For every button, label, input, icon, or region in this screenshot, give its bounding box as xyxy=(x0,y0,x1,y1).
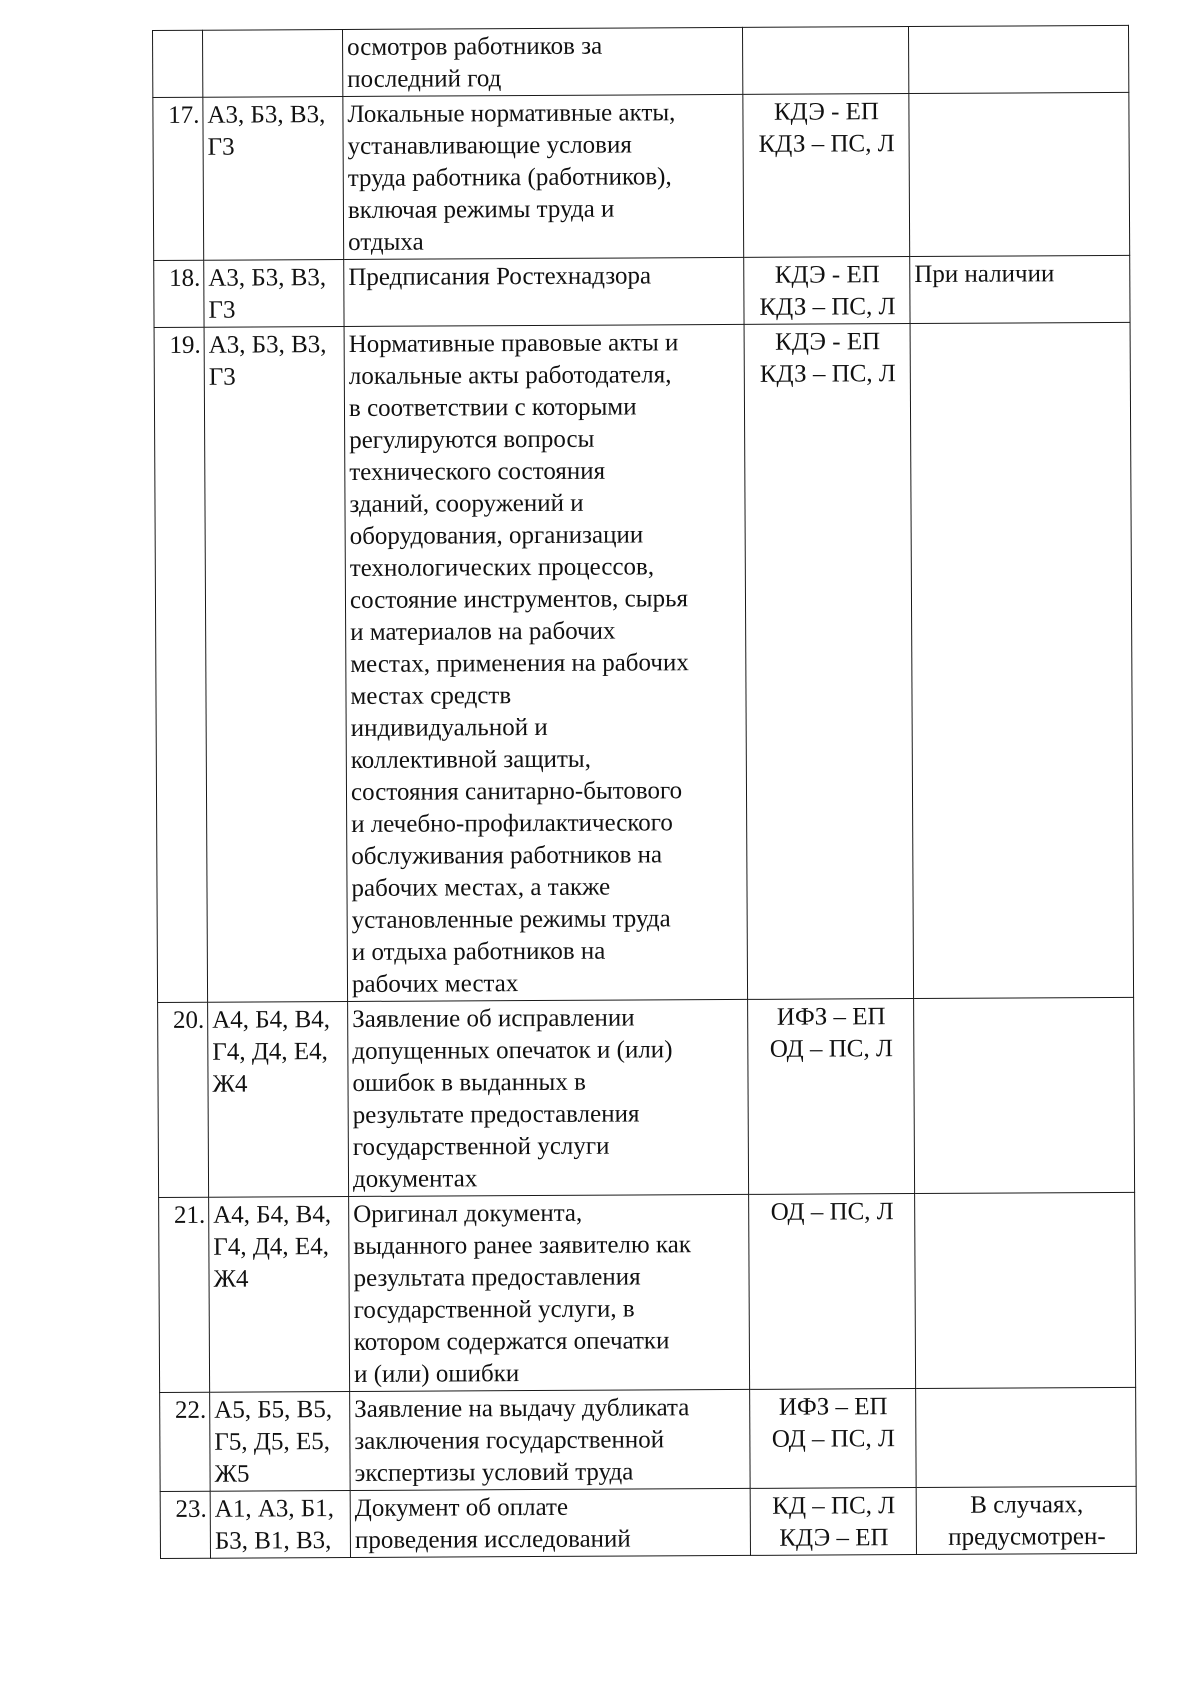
note-cell xyxy=(910,322,1134,998)
submission-form-cell xyxy=(750,1389,917,1489)
applicant-codes-line: Б3, В1, В3, xyxy=(214,1527,332,1555)
submission-form-line: ИФЗ – ЕП xyxy=(778,1393,888,1421)
submission-form-line: КДЗ – ПС, Л xyxy=(759,293,896,321)
row-number-cell: 20. xyxy=(158,1002,209,1197)
note-cell xyxy=(909,92,1130,256)
applicant-codes-cell xyxy=(210,1391,351,1491)
document-name-line: локальные акты работодателя, xyxy=(348,361,672,390)
table-row xyxy=(153,25,1129,97)
document-name-line: обслуживания работников на xyxy=(351,841,663,870)
row-number-cell: 22. xyxy=(160,1392,211,1491)
document-name-cell xyxy=(344,257,744,326)
submission-form-line: ОД – ПС, Л xyxy=(771,1425,895,1453)
submission-form-cell xyxy=(749,1194,916,1390)
document-name-line: Оригинал документа, xyxy=(353,1199,583,1228)
document-name-cell xyxy=(349,1194,750,1391)
row-number-cell: 17. xyxy=(153,97,204,260)
applicant-codes-line: Г3 xyxy=(208,363,236,391)
document-name-line: Заявление об исправлении xyxy=(352,1004,635,1033)
document-name-cell xyxy=(343,27,743,96)
document-name-line: заключения государственной xyxy=(354,1426,665,1455)
note-cell xyxy=(910,255,1130,323)
document-name-line: государственной услуги, в xyxy=(353,1295,635,1324)
table-row xyxy=(154,255,1130,327)
document-name-line: местах, применения на рабочих xyxy=(350,649,689,678)
applicant-codes-line: Г3 xyxy=(208,296,236,324)
document-name-line: рабочих местах, а также xyxy=(351,873,611,902)
submission-form-line: ОД – ПС, Л xyxy=(769,1035,893,1063)
applicant-codes-line: Г5, Д5, Е5, xyxy=(214,1428,330,1456)
document-name-line: коллективной защиты, xyxy=(350,745,592,774)
document-name-line: осмотров работников за xyxy=(347,32,603,61)
applicant-codes-line: А1, А3, Б1, xyxy=(214,1495,335,1523)
submission-form-cell xyxy=(744,257,910,325)
document-name-line: установленные режимы труда xyxy=(351,905,671,934)
applicant-codes-cell xyxy=(203,30,343,98)
applicant-codes-line: А4, Б4, В4, xyxy=(213,1201,332,1229)
document-name-line: и отдыха работников на xyxy=(351,937,606,966)
applicant-codes-line: А3, Б3, В3, xyxy=(207,101,326,129)
document-name-line: результата предоставления xyxy=(353,1263,641,1292)
applicant-codes-line: Ж4 xyxy=(212,1070,248,1098)
document-name-line: труда работника (работников), xyxy=(347,163,672,192)
applicant-codes-line: Ж5 xyxy=(214,1460,250,1488)
document-name-line: индивидуальной и xyxy=(350,713,548,742)
table-row xyxy=(160,1387,1137,1491)
document-name-line: государственной услуги xyxy=(352,1132,610,1161)
document-name-cell xyxy=(350,1488,750,1557)
document-name-cell xyxy=(344,324,748,1001)
document-name-line: и лечебно-профилактического xyxy=(351,809,673,838)
applicant-codes-cell xyxy=(204,326,348,1002)
submission-form-line: КДЭ – ЕП xyxy=(779,1524,889,1552)
submission-form-cell xyxy=(744,324,914,1000)
applicant-codes-line: Г4, Д4, Е4, xyxy=(212,1038,328,1066)
submission-form-line: ИФЗ – ЕП xyxy=(776,1003,886,1031)
note-cell xyxy=(916,1387,1137,1487)
document-name-line: включая режимы труда и xyxy=(347,195,615,224)
document-name-line: и (или) ошибки xyxy=(353,1360,520,1388)
document-name-line: Локальные нормативные акты, xyxy=(347,99,676,128)
submission-form-line: КДЭ - ЕП xyxy=(774,261,880,289)
applicant-codes-line: А3, Б3, В3, xyxy=(208,264,327,292)
document-name-line: экспертизы условий труда xyxy=(354,1458,634,1487)
submission-form-cell xyxy=(743,94,910,258)
submission-form-line: КДЭ - ЕП xyxy=(775,328,881,356)
document-name-line: котором содержатся опечатки xyxy=(353,1327,670,1356)
note-cell xyxy=(915,1192,1136,1388)
applicant-codes-line: Г4, Д4, Е4, xyxy=(213,1233,329,1261)
submission-form-line: КДЭ - ЕП xyxy=(773,98,880,126)
document-name-line: выданного ранее заявителю как xyxy=(353,1231,692,1260)
note-cell xyxy=(908,25,1128,93)
document-name-line: Нормативные правовые акты и xyxy=(348,329,679,358)
note-line: предусмотрен- xyxy=(948,1523,1106,1551)
applicant-codes-line: Ж4 xyxy=(213,1265,249,1293)
applicant-codes-cell xyxy=(208,1001,349,1197)
table-row xyxy=(158,997,1135,1197)
document-name-line: отдыха xyxy=(348,228,424,256)
applicant-codes-line: А3, Б3, В3, xyxy=(208,331,327,359)
row-number-cell: 19. xyxy=(154,327,208,1002)
document-name-line: технологических процессов, xyxy=(349,553,655,582)
applicant-codes-cell xyxy=(203,97,344,261)
applicant-codes-cell xyxy=(204,259,344,327)
document-name-line: документах xyxy=(352,1165,478,1193)
document-name-line: зданий, сооружений и xyxy=(349,489,584,518)
document-name-line: допущенных опечаток и (или) xyxy=(352,1036,673,1065)
row-number-cell: 23. xyxy=(160,1491,210,1558)
table-row xyxy=(160,1486,1136,1558)
note-line: В случаях, xyxy=(970,1491,1084,1519)
document-name-line: рабочих местах xyxy=(351,970,519,998)
applicant-codes-line: Г3 xyxy=(207,133,235,161)
documents-table-body xyxy=(153,25,1137,1558)
document-name-cell xyxy=(350,1389,751,1490)
documents-table xyxy=(152,25,1137,1559)
document-name-line: последний год xyxy=(347,65,502,93)
note-line: При наличии xyxy=(914,260,1055,289)
row-number-cell: 18. xyxy=(154,260,204,327)
document-name-line: оборудования, организации xyxy=(349,521,644,550)
document-name-line: Документ об оплате xyxy=(354,1493,569,1522)
document-name-line: Заявление на выдачу дубликата xyxy=(354,1394,690,1423)
table-row xyxy=(159,1192,1136,1392)
table-row xyxy=(154,322,1134,1002)
applicant-codes-line: А4, Б4, В4, xyxy=(212,1006,331,1034)
document-name-line: проведения исследований xyxy=(354,1525,631,1554)
document-name-line: состояния санитарно-бытового xyxy=(350,777,683,806)
submission-form-cell xyxy=(742,27,908,95)
document-name-line: и материалов на рабочих xyxy=(350,617,616,646)
note-cell xyxy=(914,997,1135,1193)
document-name-line: состояние инструментов, сырья xyxy=(349,585,689,614)
document-name-cell xyxy=(343,94,744,259)
document-name-line: ошибок в выданных в xyxy=(352,1068,586,1097)
submission-form-line: КД – ПС, Л xyxy=(772,1492,896,1520)
row-number-cell xyxy=(153,30,203,97)
submission-form-cell xyxy=(750,1488,916,1556)
note-cell xyxy=(916,1486,1136,1554)
document-name-line: местах средств xyxy=(350,682,512,710)
submission-form-line: КДЗ – ПС, Л xyxy=(758,130,895,158)
applicant-codes-line: А5, Б5, В5, xyxy=(214,1396,333,1424)
row-number-cell: 21. xyxy=(159,1197,210,1392)
document-name-line: технического состояния xyxy=(349,457,606,486)
applicant-codes-cell xyxy=(209,1196,350,1392)
submission-form-line: ОД – ПС, Л xyxy=(770,1198,894,1226)
document-name-line: в соответствии с которыми xyxy=(348,393,637,422)
document-name-line: регулируются вопросы xyxy=(349,425,595,454)
document-name-line: устанавливающие условия xyxy=(347,131,632,160)
submission-form-cell xyxy=(748,999,915,1195)
submission-form-line: КДЗ – ПС, Л xyxy=(759,360,896,388)
document-name-line: результате предоставления xyxy=(352,1100,640,1129)
document-name-cell xyxy=(348,999,749,1196)
table-row xyxy=(153,92,1130,260)
applicant-codes-cell xyxy=(210,1490,350,1558)
document-name-line: Предписания Ростехнадзора xyxy=(348,262,652,291)
